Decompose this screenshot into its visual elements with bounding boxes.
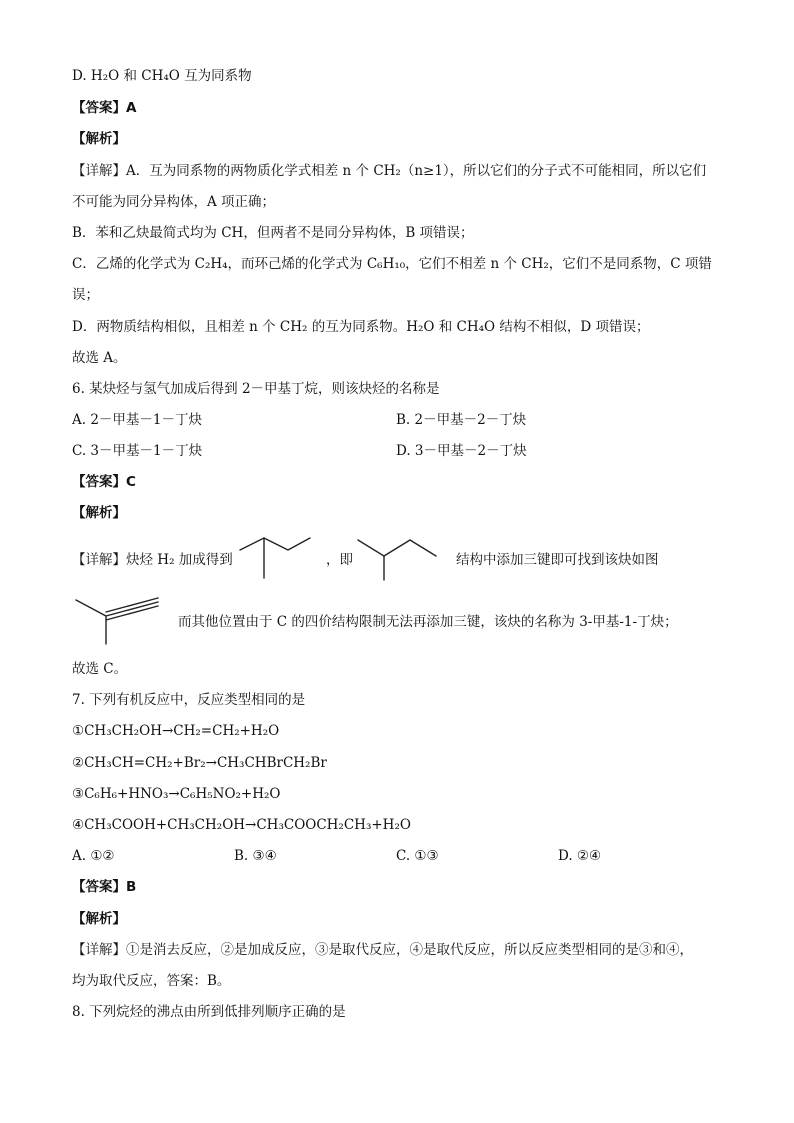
skeletal-2-methylbutane-1 [238,536,314,582]
q7-option-c: C. ①③ [396,848,439,864]
q6-detail-part-c: 结构中添加三键即可找到该炔如图 [456,552,659,568]
skeletal-2-methylbutane-2 [356,536,440,584]
q8-stem: 8. 下列烷烃的沸点由所到低排列顺序正确的是 [72,1004,346,1020]
q7-detail-line-1: 【详解】①是消去反应，②是加成反应，③是取代反应，④是取代反应，所以反应类型相同的是③和④， [72,942,693,958]
q5-detail-line-2: 不可能为同分异构体，A 项正确； [72,194,276,210]
q6-detail-part-b: ，即 [326,552,353,568]
q7-reaction-3: ③C₆H₆+HNO₃→C₆H₅NO₂+H₂O [72,786,281,802]
q7-reaction-1: ①CH₃CH₂OH→CH₂=CH₂+H₂O [72,723,280,739]
q5-analysis-label: 【解析】 [72,131,126,147]
q5-detail-line-6: D．两物质结构相似，且相差 n 个 CH₂ 的互为同系物。H₂O 和 CH₄O 结构不相似，D 项错误； [72,319,650,335]
q5-detail-line-3: B．苯和乙炔最简式均为 CH，但两者不是同分异构体，B 项错误； [72,225,474,241]
q7-reaction-4: ④CH₃COOH+CH₃CH₂OH→CH₃COOCH₂CH₃+H₂O [72,817,411,833]
q7-stem: 7. 下列有机反应中，反应类型相同的是 [72,692,306,708]
q7-detail-line-2: 均为取代反应，答案：B。 [72,973,231,989]
q6-option-a: A. 2－甲基－1－丁炔 [72,412,203,428]
q6-stem: 6. 某炔烃与氢气加成后得到 2－甲基丁烷，则该炔烃的名称是 [72,381,440,397]
q5-detail-line-5: 误； [72,287,99,303]
q7-answer: 【答案】B [72,879,137,895]
q7-option-d: D. ②④ [558,848,602,864]
q6-detail-part-a: 【详解】炔烃 H₂ 加成得到 [72,552,233,568]
q7-reaction-2: ②CH₃CH=CH₂+Br₂→CH₃CHBrCH₂Br [72,755,327,771]
q6-option-b: B. 2－甲基－2－丁炔 [396,412,527,428]
q6-analysis-label: 【解析】 [72,505,126,521]
q6-option-d: D. 3－甲基－2－丁炔 [396,443,527,459]
q7-analysis-label: 【解析】 [72,911,126,927]
q5-option-d: D. H₂O 和 CH₄O 互为同系物 [72,68,252,84]
q5-detail-line-1: 【详解】A．互为同系物的两物质化学式相差 n 个 CH₂（n≥1），所以它们的分子式不可能相同，所以它们 [72,163,707,179]
q6-answer: 【答案】C [72,474,136,490]
q6-detail-part-d: 而其他位置由于 C 的四价结构限制无法再添加三键，该炔的名称为 3-甲基-1-丁炔； [178,614,678,630]
q6-option-c: C. 3－甲基－1－丁炔 [72,443,203,459]
skeletal-3-methyl-1-butyne [74,596,164,648]
q5-conclusion: 故选 A。 [72,350,127,366]
q5-detail-line-4: C．乙烯的化学式为 C₂H₄，而环己烯的化学式为 C₆H₁₀，它们不相差 n 个 CH₂，它们不是同系物，C 项错 [72,256,712,272]
q5-answer: 【答案】A [72,100,137,116]
q7-option-b: B. ③④ [234,848,277,864]
q7-option-a: A. ①② [72,848,115,864]
q6-conclusion: 故选 C。 [72,661,128,677]
